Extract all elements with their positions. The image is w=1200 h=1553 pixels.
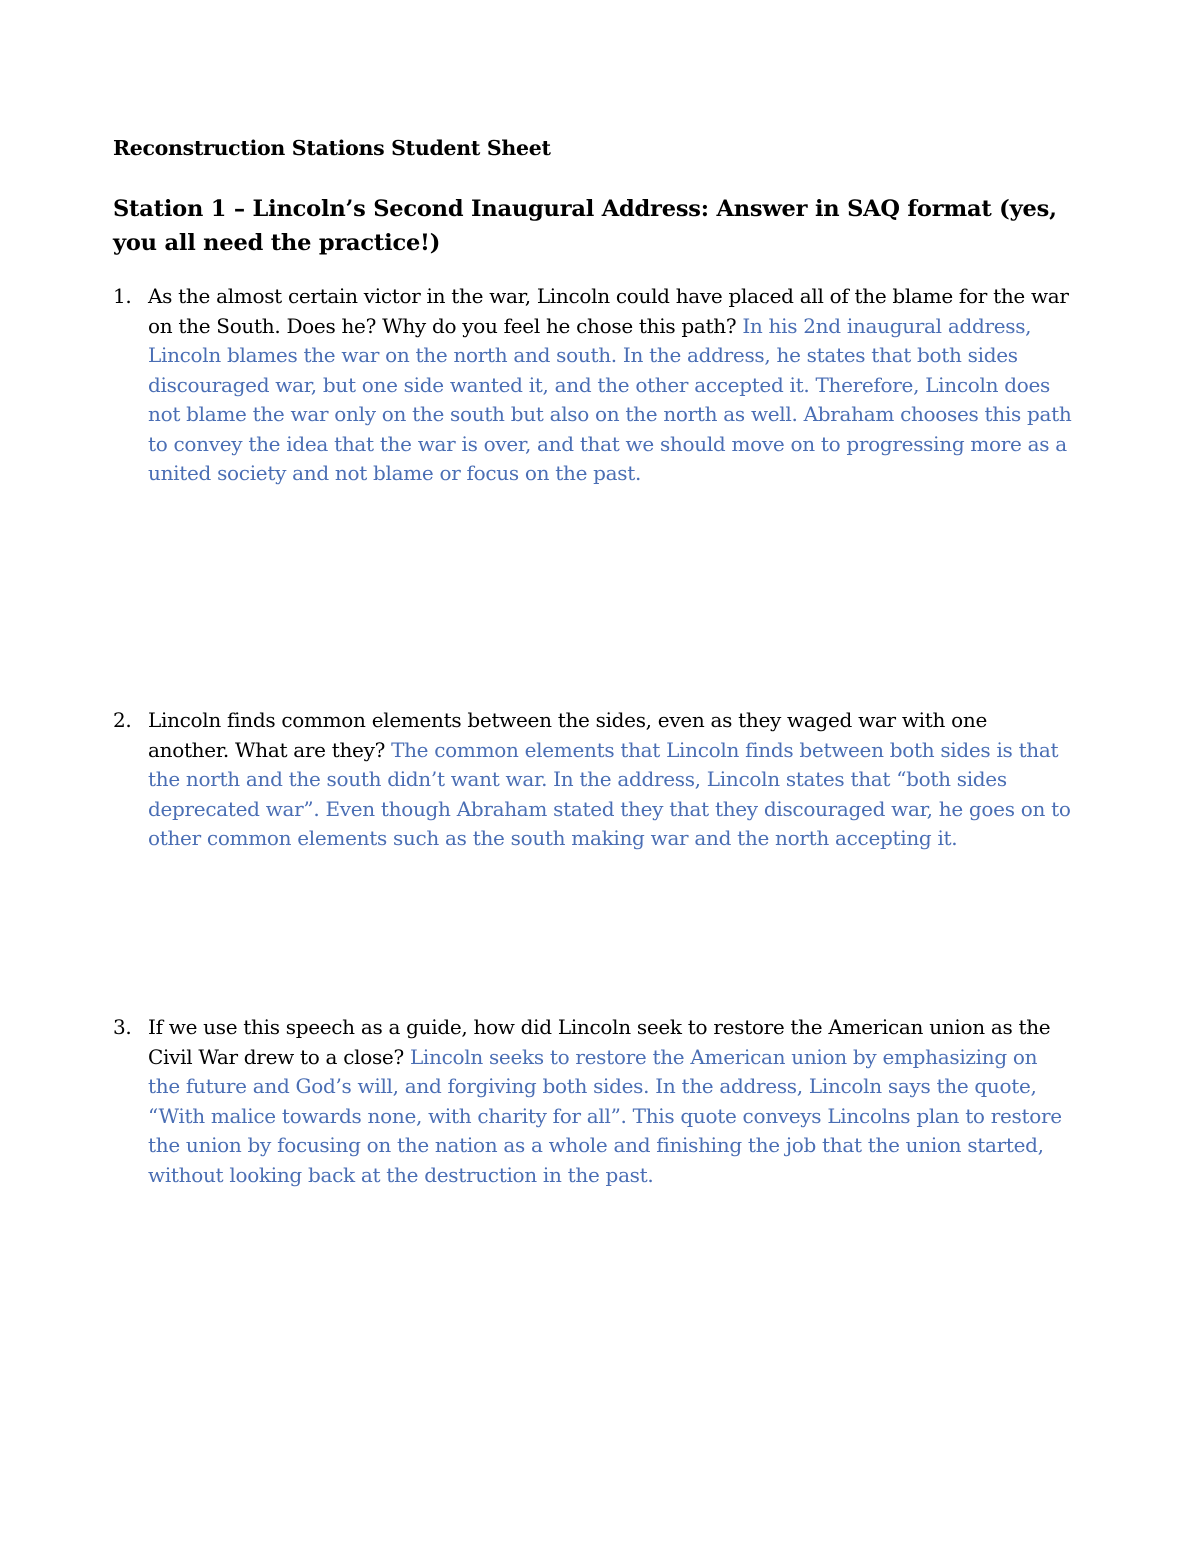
- student-answer: In his 2nd inaugural address, Lincoln blames the war on the north and south. In the address, he states that both sides discouraged war, but one side wanted it, and the other accepted it. Therefore, Lincoln does not blame the war only on the south but also on the north as well. Abraham chooses this path to convey the idea that the war is over, and that we should move on to progressing more as a united society and not blame or focus on the past.: [148, 313, 1072, 485]
- student-answer: Lincoln seeks to restore the American union by emphasizing on the future and God’s will, and forgiving both sides. In the address, Lincoln says the quote, “With malice towards none, with charity for all”. This quote conveys Lincolns plan to restore the union by focusing on the nation as a whole and finishing the job that the union started, without looking back at the destruction in the past.: [148, 1044, 1062, 1187]
- document-title: Reconstruction Stations Student Sheet: [113, 136, 551, 160]
- question-prompt: If we use this speech as a guide, how did Lincoln seek to restore the American union as the Civil War drew to a close?: [148, 1015, 1051, 1069]
- question-prompt: As the almost certain victor in the war, Lincoln could have placed all of the blame for the war on the South. Does he? Why do you feel he chose this path?: [148, 284, 1069, 338]
- question-prompt: Lincoln finds common elements between the sides, even as they waged war with one another. What are they?: [148, 708, 988, 762]
- student-answer: The common elements that Lincoln finds between both sides is that the north and the south didn’t want war. In the address, Lincoln states that “both sides deprecated war”. Even though Abraham stated they that they discouraged war, he goes on to other common elements such as the south making war and the north accepting it.: [148, 737, 1071, 850]
- question-body: [148, 706, 1073, 854]
- question-item: [113, 282, 1073, 489]
- question-body: [148, 282, 1073, 489]
- question-item: [113, 706, 1073, 854]
- question-number: 1.: [113, 284, 132, 308]
- question-number: 2.: [113, 708, 132, 732]
- question-number: 3.: [113, 1015, 132, 1039]
- question-body: [148, 1013, 1073, 1190]
- question-item: [113, 1013, 1073, 1190]
- station-heading: Station 1 – Lincoln’s Second Inaugural Address: Answer in SAQ format (yes, you all need the practice!): [113, 196, 1057, 256]
